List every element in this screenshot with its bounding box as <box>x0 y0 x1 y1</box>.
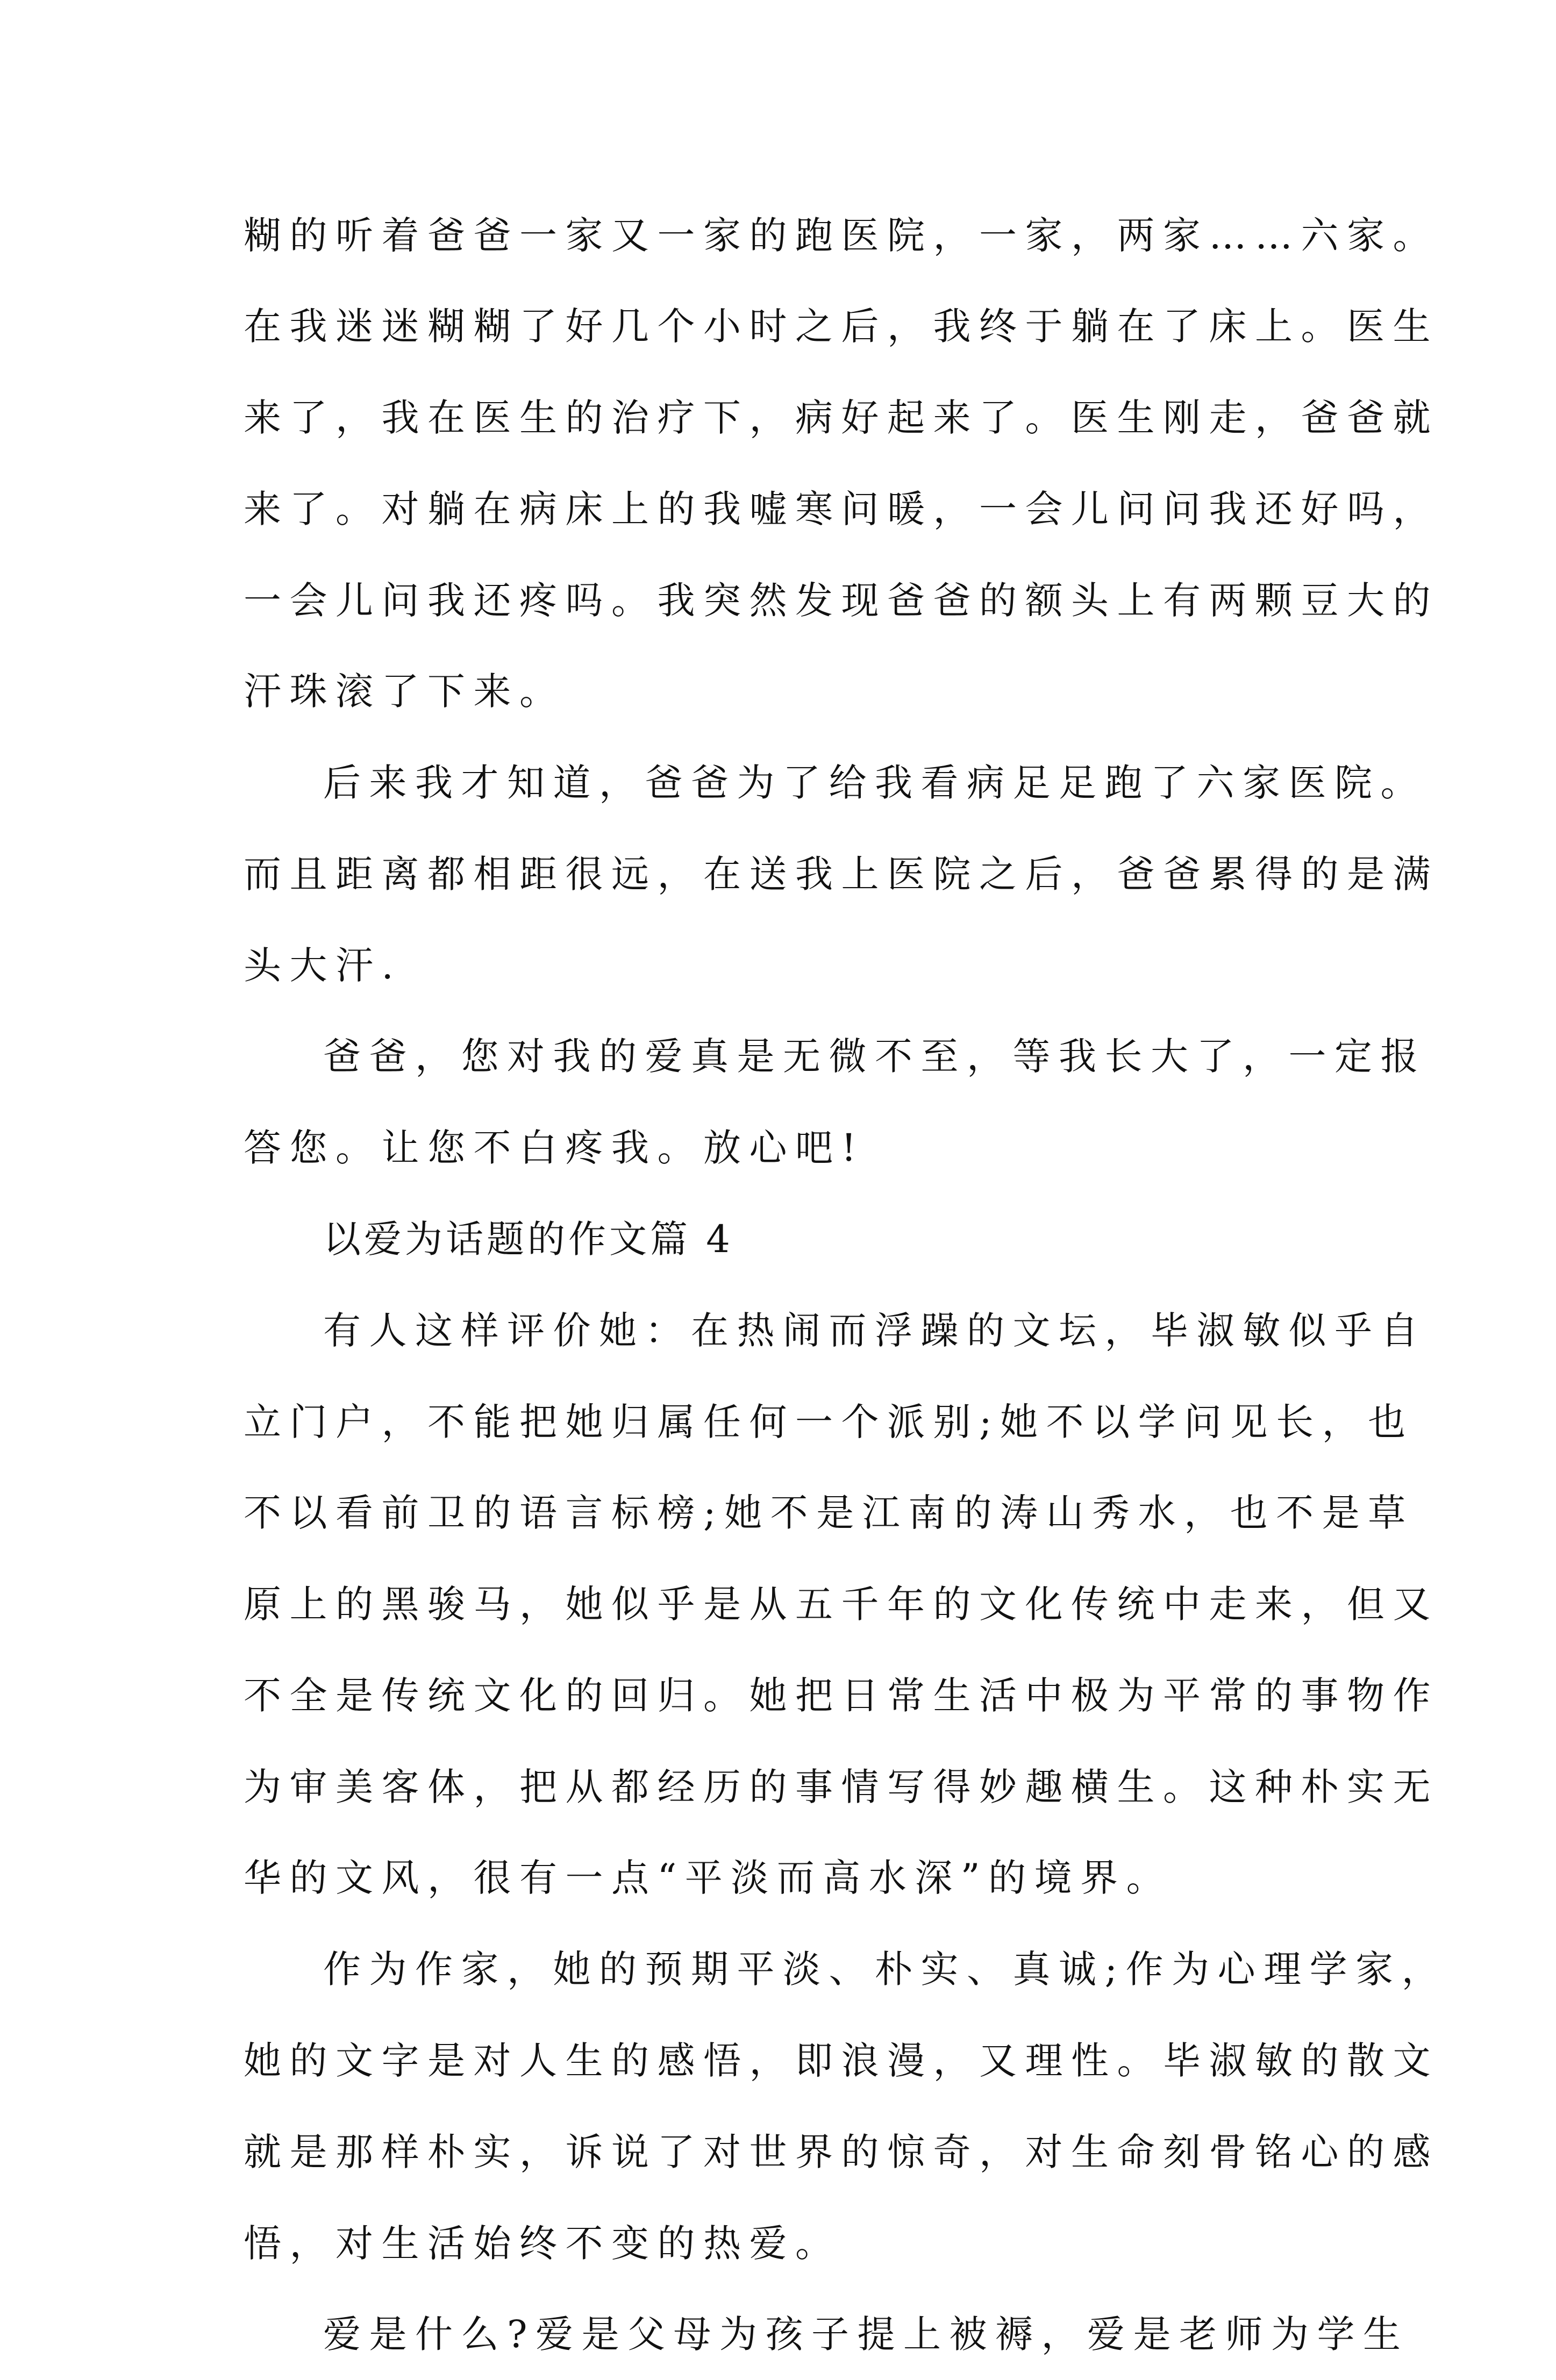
text-line: 答您。让您不白疼我。放心吧! <box>244 1126 865 1170</box>
text-line: 悟，对生活始终不变的热爱。 <box>244 2221 841 2265</box>
text-line: 立门户，不能把她归属任何一个派别;她不以学问见长，也 <box>244 1400 1414 1444</box>
paragraph-first-line: 爱是什么?爱是父母为孩子提上被褥，爱是老师为学生 <box>323 2312 1409 2356</box>
text-line: 不全是传统文化的回归。她把日常生活中极为平常的事物作 <box>244 1674 1439 1718</box>
text-line: 头大汗. <box>244 944 402 988</box>
text-line: 一会儿问我还疼吗。我突然发现爸爸的额头上有两颗豆大的 <box>244 578 1439 623</box>
text-line: 而且距离都相距很远，在送我上医院之后，爸爸累得的是满 <box>244 852 1439 896</box>
text-line: 原上的黑骏马，她似乎是从五千年的文化传统中走来，但又 <box>244 1582 1439 1626</box>
text-line: 来了，我在医生的治疗下，病好起来了。医生刚走，爸爸就 <box>244 396 1439 440</box>
paragraph-first-line: 有人这样评价她：在热闹而浮躁的文坛，毕淑敏似乎自 <box>323 1309 1426 1353</box>
text-line: 为审美客体，把从都经历的事情写得妙趣横生。这种朴实无 <box>244 1765 1439 1809</box>
text-line: 在我迷迷糊糊了好几个小时之后，我终于躺在了床上。医生 <box>244 304 1439 348</box>
text-line: 她的文字是对人生的感悟，即浪漫，又理性。毕淑敏的散文 <box>244 2039 1439 2083</box>
section-heading: 以爱为话题的作文篇 4 <box>323 1217 733 1261</box>
paragraph-first-line: 作为作家，她的预期平淡、朴实、真诚;作为心理学家， <box>323 1947 1448 1991</box>
paragraph-first-line: 爸爸，您对我的爱真是无微不至，等我长大了，一定报 <box>323 1034 1426 1078</box>
text-line: 不以看前卫的语言标榜;她不是江南的涛山秀水，也不是草 <box>244 1491 1414 1535</box>
text-line: 华的文风，很有一点“平淡而高水深”的境界。 <box>244 1856 1173 1900</box>
paragraph-first-line: 后来我才知道，爸爸为了给我看病足足跑了六家医院。 <box>323 761 1426 805</box>
text-line: 来了。对躺在病床上的我嘘寒问暖，一会儿问问我还好吗， <box>244 487 1439 531</box>
text-line: 汗珠滚了下来。 <box>244 669 566 713</box>
text-line: 就是那样朴实，诉说了对世界的惊奇，对生命刻骨铭心的感 <box>244 2130 1439 2174</box>
text-line: 糊的听着爸爸一家又一家的跑医院，一家，两家……六家。 <box>244 213 1439 258</box>
